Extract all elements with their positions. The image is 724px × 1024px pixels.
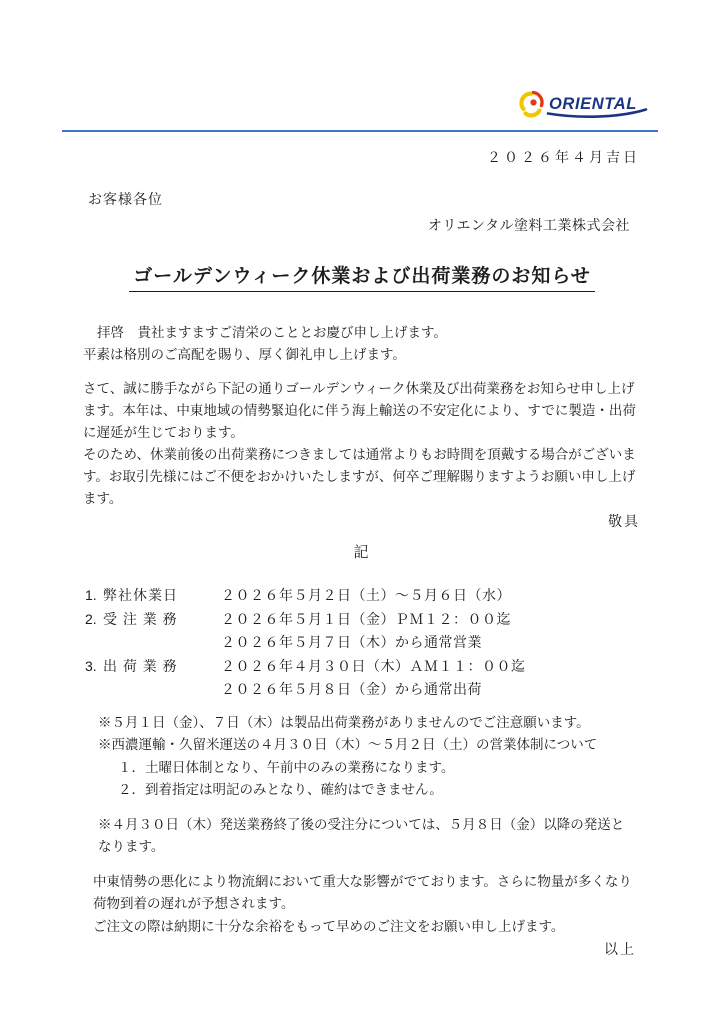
schedule-item-orders-cont <box>85 631 724 655</box>
subnote-line: １．土曜日体制となり、午前中のみの業務になります。 <box>118 759 455 775</box>
schedule-item-value: ２０２６年５月２日（土）～５月６日（水） <box>221 587 511 603</box>
schedule-list <box>0 584 724 702</box>
warning-line: 中東情勢の悪化により物流網において重大な影響がでております。さらに物量が多くなり <box>93 873 632 889</box>
schedule-item-number: 1. <box>85 587 97 603</box>
company-name: オリエンタル塗料工業株式会社 <box>427 217 630 233</box>
schedule-item-label: 出 荷 業 務 <box>103 657 178 674</box>
body-line: ます。 <box>83 491 123 506</box>
schedule-item-holiday <box>85 584 724 608</box>
greeting-line: 拝啓 貴社ますますご清栄のこととお慶び申し上げます。 <box>97 325 447 340</box>
note-line: ※西濃運輸・久留米運送の４月３０日（木）～５月２日（土）の営業体制について <box>98 737 598 752</box>
note-line: ※４月３０日（木）発送業務終了後の受注分については、５月８日（金）以降の発送と <box>98 816 625 832</box>
schedule-item-orders <box>85 608 724 632</box>
schedule-item-number: 3. <box>85 657 97 674</box>
body-line: そのため、休業前後の出荷業務につきましては通常よりもお時間を頂戴する場合がございま <box>83 447 636 462</box>
document-title: ゴールデンウィーク休業および出荷業務のお知らせ <box>129 261 595 292</box>
logo-swirl-icon <box>521 93 542 116</box>
schedule-item-label: 受 注 業 務 <box>103 610 178 627</box>
company-logo <box>518 88 652 122</box>
addressee: お客様各位 <box>88 191 163 207</box>
warning-line: 荷物到着の遅れが予想されます。 <box>93 896 295 911</box>
schedule-item-label: 弊社休業日 <box>103 587 178 603</box>
end-marker: 以上 <box>604 941 636 957</box>
body-line: さて、誠に勝手ながら下記の通りゴールデンウィーク休業及び出荷業務をお知らせ申し上げ <box>83 381 635 396</box>
schedule-item-shipping <box>85 655 724 679</box>
greeting-paragraph <box>0 322 724 366</box>
header-rule <box>62 130 658 132</box>
notes-block <box>0 712 724 859</box>
body-line: す。お取引先様にはご不便をおかけいたしますが、何卒ご理解賜りますようお願い申し上げ <box>83 469 636 484</box>
closing-keigu: 敬具 <box>608 513 640 529</box>
note-line: なります。 <box>98 839 165 854</box>
schedule-item-value: ２０２６年５月１日（金）ＰＭ１２：００迄 <box>221 610 511 627</box>
schedule-item-value: ２０２６年５月７日（木）から通常営業 <box>221 634 482 650</box>
schedule-item-shipping-cont <box>85 678 724 702</box>
record-marker: 記 <box>353 544 371 561</box>
body-line: に遅延が生じております。 <box>83 425 244 440</box>
logo-row <box>0 0 724 122</box>
schedule-item-number: 2. <box>85 610 97 627</box>
warning-paragraph <box>0 871 724 939</box>
subnote-line: ２．到着指定は明記のみとなり、確約はできません。 <box>118 782 443 797</box>
greeting-line: 平素は格別のご高配を賜り、厚く御礼申し上げます。 <box>83 347 406 362</box>
document-date: ２０２６年４月吉日 <box>487 149 640 165</box>
body-paragraph-1 <box>0 378 724 444</box>
body-paragraph-2 <box>0 444 724 510</box>
schedule-item-value: ２０２６年５月８日（金）から通常出荷 <box>221 681 482 697</box>
logo-wordmark: ORIENTAL <box>549 95 637 113</box>
schedule-item-value: ２０２６年４月３０日（木）ＡＭ１１：００迄 <box>221 657 526 674</box>
note-line: ※５月１日（金）、７日（木）は製品出荷業務がありませんのでご注意願います。 <box>98 714 590 730</box>
warning-line: ご注文の際は納期に十分な余裕をもって早めのご注文をお願い申し上げます。 <box>93 918 565 934</box>
body-line: ます。本年は、中東地域の情勢緊迫化に伴う海上輸送の不安定化により、すでに製造・出荷 <box>83 403 636 418</box>
